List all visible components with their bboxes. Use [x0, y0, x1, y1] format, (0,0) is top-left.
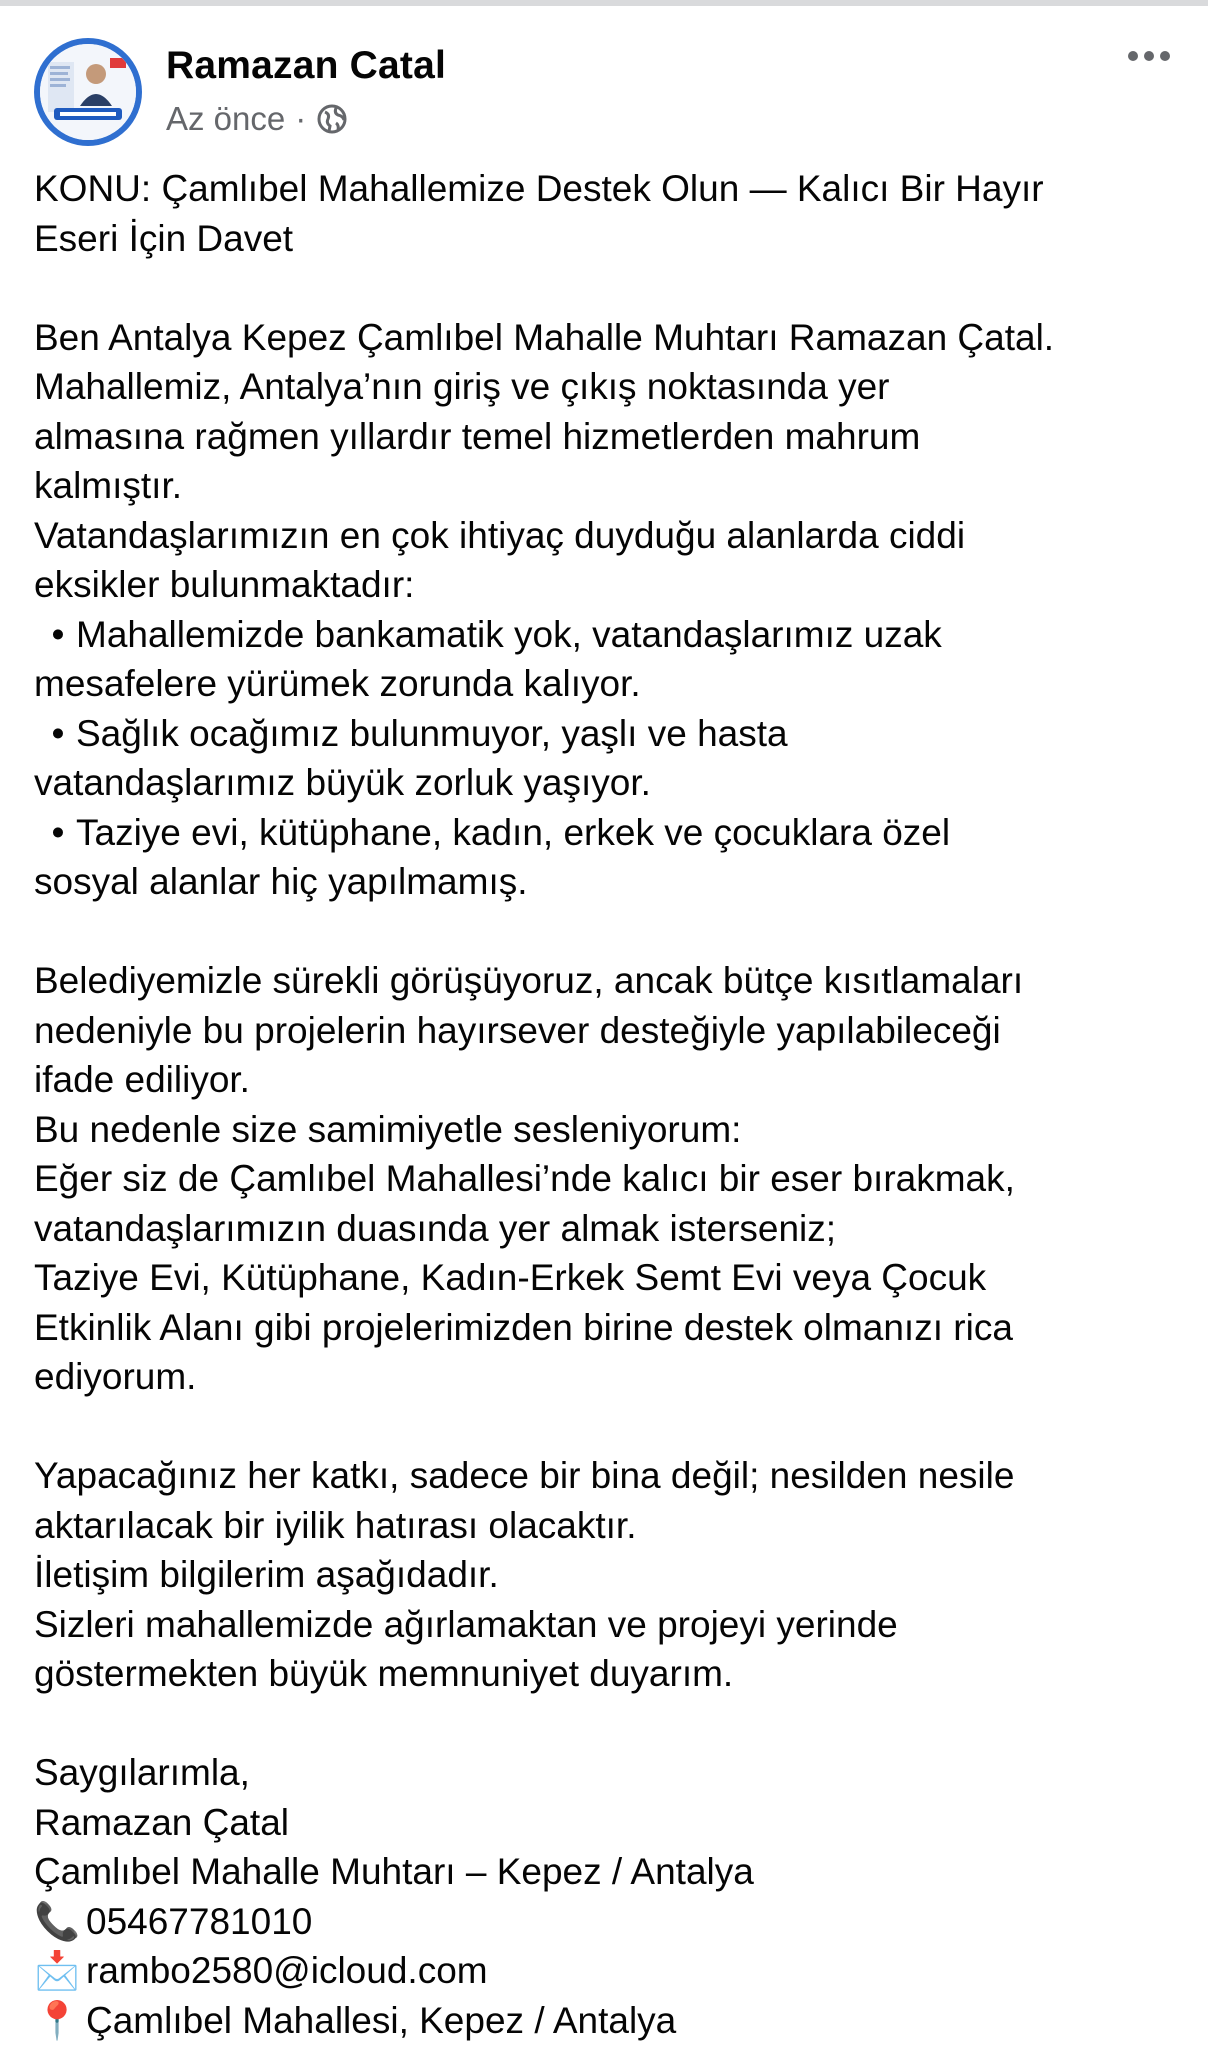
- text-line: kalmıştır.: [34, 465, 183, 506]
- location-pin-icon: 📍: [34, 1998, 81, 2042]
- contact-location: [34, 1996, 1184, 2046]
- bullet-symbol: •: [51, 712, 65, 754]
- phone-icon: 📞: [34, 1899, 81, 1943]
- contact-phone: [34, 1897, 1184, 1947]
- text-line: göstermekten büyük memnuniyet duyarım.: [34, 1653, 734, 1694]
- bullet-text: Sağlık ocağımız bulunmuyor, yaşlı ve hasta: [76, 712, 788, 754]
- text-line: Bu nedenle size samimiyetle sesleniyorum:: [34, 1108, 742, 1150]
- envelope-icon: 📩: [34, 1949, 81, 1992]
- phone-number[interactable]: 05467781010: [86, 1900, 313, 1942]
- text-line: mesafelere yürümek zorunda kalıyor.: [34, 663, 641, 704]
- text-line: Mahallemiz, Antalya’nın giriş ve çıkış noktasında yer: [34, 366, 890, 407]
- text-line: ediyorum.: [34, 1356, 197, 1397]
- text-line: aktarılacak bir iyilik hatırası olacaktır.: [34, 1504, 637, 1546]
- text-line: Yapacağınız her katkı, sadece bir bina değil; nesilden nesile: [34, 1455, 1015, 1496]
- avatar-image: [40, 44, 136, 140]
- bullet-symbol: •: [51, 811, 65, 853]
- avatar[interactable]: [34, 38, 142, 146]
- globe-icon[interactable]: [316, 103, 348, 135]
- text-line: Belediyemizle sürekli görüşüyoruz, ancak bütçe kısıtlamaları: [34, 960, 1024, 1001]
- contact-email: [34, 1946, 1184, 1996]
- text-line: Vatandaşlarımızın en çok ihtiyaç duyduğu alanlarda ciddi: [34, 514, 966, 556]
- more-options-icon[interactable]: [1124, 46, 1174, 66]
- text-line: vatandaşlarımızın duasında yer almak isterseniz;: [34, 1207, 837, 1249]
- bullet-item: [34, 709, 1184, 759]
- bullet-item: [34, 610, 1184, 660]
- signoff-title: Çamlıbel Mahalle Muhtarı – Kepez / Antalya: [34, 1851, 754, 1892]
- signoff-line: Saygılarımla,: [34, 1752, 250, 1793]
- text-line: Ben Antalya Kepez Çamlıbel Mahalle Muhtarı Ramazan Çatal.: [34, 316, 1055, 358]
- bullet-text: Taziye evi, kütüphane, kadın, erkek ve çocuklara özel: [76, 811, 951, 853]
- post-text: [34, 164, 1184, 2045]
- signoff-name: Ramazan Çatal: [34, 1801, 290, 1843]
- text-line: Taziye Evi, Kütüphane, Kadın-Erkek Semt Evi veya Çocuk: [34, 1257, 987, 1298]
- avatar-graphic: [40, 44, 136, 140]
- post-time[interactable]: Az önce: [166, 100, 286, 137]
- text-line: almasına rağmen yıllardır temel hizmetlerden mahrum: [34, 415, 921, 457]
- text-line: Sizleri mahallemizde ağırlamaktan ve projeyi yerinde: [34, 1603, 898, 1645]
- text-line: sosyal alanlar hiç yapılmamış.: [34, 861, 528, 902]
- author-name[interactable]: Ramazan Catal: [166, 44, 447, 87]
- meta-separator: ·: [295, 100, 307, 137]
- text-line: nedeniyle bu projelerin hayırsever desteğiyle yapılabileceği: [34, 1009, 1001, 1051]
- post-header: [34, 38, 1174, 148]
- text-line: Eğer siz de Çamlıbel Mahallesi’nde kalıcı bir eser bırakmak,: [34, 1158, 1015, 1199]
- text-line: vatandaşlarımız büyük zorluk yaşıyor.: [34, 762, 651, 803]
- text-line: ifade ediliyor.: [34, 1059, 250, 1100]
- bullet-text: Mahallemizde bankamatik yok, vatandaşlarımız uzak: [76, 613, 942, 655]
- subject-line: Eseri İçin Davet: [34, 217, 294, 259]
- text-line: eksikler bulunmaktadır:: [34, 564, 415, 605]
- bullet-symbol: •: [51, 613, 65, 655]
- top-divider: [0, 0, 1208, 6]
- text-line: Etkinlik Alanı gibi projelerimizden birine destek olmanızı rica: [34, 1306, 1013, 1348]
- email-address[interactable]: rambo2580@icloud.com: [86, 1950, 488, 1991]
- post-meta: [166, 100, 348, 138]
- text-line: İletişim bilgilerim aşağıdadır.: [34, 1554, 499, 1595]
- subject-line: KONU: Çamlıbel Mahallemize Destek Olun — Kalıcı Bir Hayır: [34, 168, 1044, 209]
- bullet-item: [34, 808, 1184, 858]
- location-text: Çamlıbel Mahallesi, Kepez / Antalya: [86, 1999, 677, 2041]
